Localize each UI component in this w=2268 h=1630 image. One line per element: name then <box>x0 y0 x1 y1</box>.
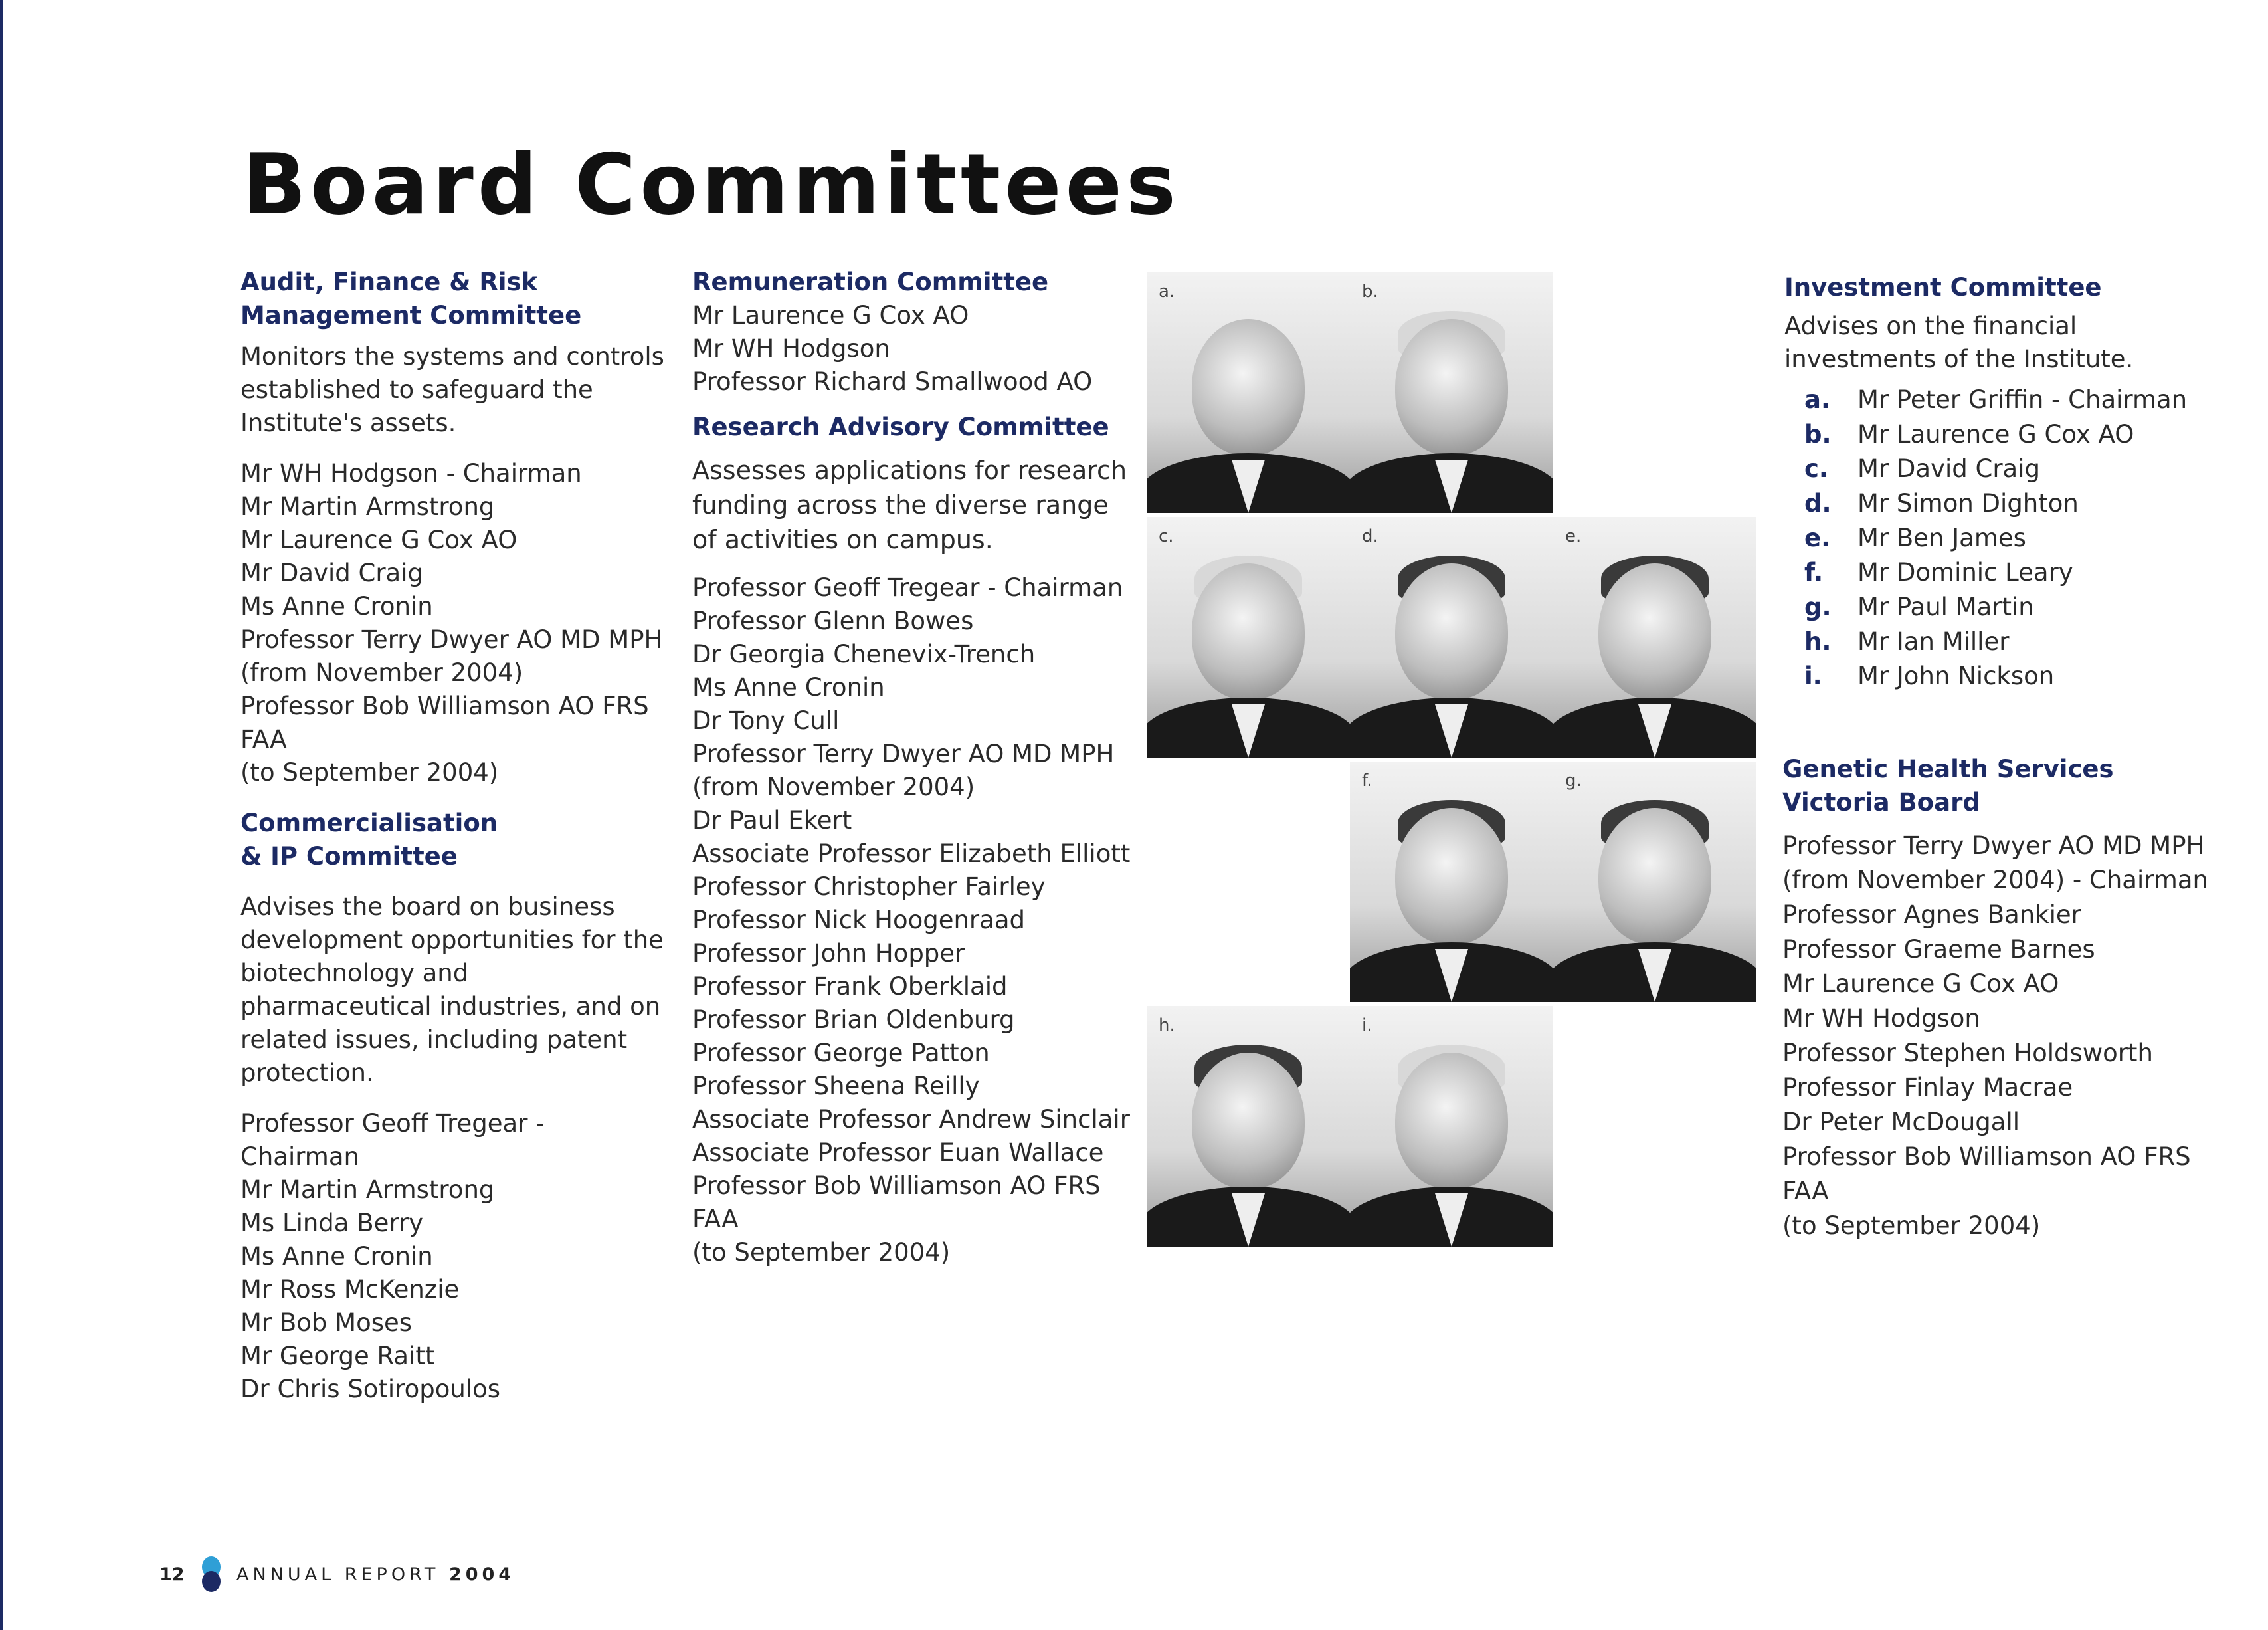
list-item: Professor Graeme Barnes <box>1782 935 2095 964</box>
list-item: Ms Anne Cronin <box>240 1242 433 1271</box>
list-item: Mr David Craig <box>240 559 423 587</box>
list-item: (to September 2004) <box>1782 1211 2041 1240</box>
portrait-photo <box>1350 762 1553 1002</box>
photo-label: f. <box>1362 771 1372 791</box>
member-name: Mr David Craig <box>1857 455 2040 483</box>
list-item <box>1784 486 2216 521</box>
list-item: Ms Anne Cronin <box>692 673 885 702</box>
list-item <box>1784 383 2216 417</box>
list-item: Mr Laurence G Cox AO <box>240 526 518 554</box>
member-name: Mr Peter Griffin - Chairman <box>1857 385 2188 414</box>
research-committee-members <box>692 571 1131 1269</box>
list-item: Professor Stephen Holdsworth <box>1782 1039 2153 1067</box>
member-letter: a. <box>1804 385 1831 414</box>
photo-label: a. <box>1159 282 1175 302</box>
column-2 <box>692 266 1131 1269</box>
list-item: Professor Nick Hoogenraad <box>692 906 1025 934</box>
portrait-photo <box>1350 1006 1553 1247</box>
research-committee-heading: Research Advisory Committee <box>692 413 1109 441</box>
list-item: Dr Peter McDougall <box>1782 1108 2020 1136</box>
list-item: (from November 2004) <box>240 659 523 687</box>
list-item: Professor Bob Williamson AO FRS FAA <box>1782 1142 2191 1205</box>
member-name: Mr Paul Martin <box>1857 593 2034 621</box>
list-item: Mr Ross McKenzie <box>240 1275 460 1304</box>
list-item: Professor Bob Williamson AO FRS FAA <box>692 1172 1101 1233</box>
list-item: Dr Paul Ekert <box>692 806 852 835</box>
list-item: (to September 2004) <box>240 758 499 787</box>
column-1 <box>240 266 666 1406</box>
list-item: Professor Geoff Tregear - Chairman <box>240 1109 545 1171</box>
heading-line: Commercialisation <box>240 809 498 837</box>
photo-label: b. <box>1362 282 1378 302</box>
list-item: Professor Geoff Tregear - Chairman <box>692 573 1123 602</box>
portrait-photo <box>1553 517 1756 758</box>
list-item <box>1784 452 2216 486</box>
report-label-text: ANNUAL REPORT <box>236 1564 440 1585</box>
list-item: Ms Anne Cronin <box>240 592 433 621</box>
commercialisation-committee-description: Advises the board on business development opportunities for the biotechnology and pharmaceutical industries, and on related issues, including patent protection. <box>240 892 664 1087</box>
list-item: Professor Terry Dwyer AO MD MPH <box>1782 831 2205 860</box>
investment-committee-heading: Investment Committee <box>1784 273 2102 302</box>
member-letter: e. <box>1804 524 1831 552</box>
research-committee-description: Assesses applications for research funding across the diverse range of activities on campus. <box>692 456 1127 554</box>
list-item: Ms Linda Berry <box>240 1209 424 1237</box>
list-item: Mr Martin Armstrong <box>240 1175 495 1204</box>
photo-label: c. <box>1159 526 1174 546</box>
investment-committee-members <box>1784 383 2216 694</box>
list-item: Mr Martin Armstrong <box>240 492 495 521</box>
member-letter: f. <box>1804 558 1824 587</box>
portrait-photo <box>1147 1006 1350 1247</box>
list-item: Dr Chris Sotiropoulos <box>240 1375 500 1403</box>
annual-report-label <box>236 1564 515 1585</box>
portrait-photo <box>1350 517 1553 758</box>
list-item <box>1784 521 2216 556</box>
member-name: Mr Dominic Leary <box>1857 558 2073 587</box>
remuneration-committee-members <box>692 299 1131 399</box>
institute-logo-icon <box>197 1555 226 1593</box>
list-item: Professor Sheena Reilly <box>692 1072 980 1100</box>
member-name: Mr John Nickson <box>1857 662 2055 690</box>
list-item: Professor Terry Dwyer AO MD MPH <box>240 625 663 654</box>
member-name: Mr Simon Dighton <box>1857 489 2079 518</box>
genetic-health-board-members <box>1782 829 2234 1243</box>
portrait-photo <box>1350 272 1553 513</box>
list-item: (to September 2004) <box>692 1238 951 1267</box>
list-item: Dr Tony Cull <box>692 706 840 735</box>
investment-committee <box>1784 271 2216 694</box>
genetic-health-board <box>1782 753 2234 1243</box>
list-item <box>1784 417 2216 452</box>
list-item: Associate Professor Elizabeth Elliott <box>692 839 1131 868</box>
list-item: Mr Laurence G Cox AO <box>1782 969 2059 998</box>
page-number: 12 <box>159 1564 185 1585</box>
member-name: Mr Laurence G Cox AO <box>1857 420 2134 449</box>
list-item: Mr Bob Moses <box>240 1308 413 1337</box>
list-item: Mr WH Hodgson <box>692 334 890 363</box>
heading-line: & IP Committee <box>240 842 458 870</box>
member-name: Mr Ian Miller <box>1857 627 2010 656</box>
photo-label: g. <box>1565 771 1582 791</box>
audit-committee-members <box>240 457 666 789</box>
list-item: Professor Frank Oberklaid <box>692 972 1008 1001</box>
list-item: Professor George Patton <box>692 1039 990 1067</box>
list-item <box>1784 556 2216 590</box>
list-item: Professor Bob Williamson AO FRS FAA <box>240 692 649 754</box>
photo-label: d. <box>1362 526 1378 546</box>
list-item: Professor Richard Smallwood AO <box>692 367 1093 396</box>
photo-label: e. <box>1565 526 1582 546</box>
page-edge <box>0 0 3 1630</box>
remuneration-committee-heading: Remuneration Committee <box>692 268 1049 296</box>
list-item: Professor Glenn Bowes <box>692 607 974 635</box>
list-item: Mr Laurence G Cox AO <box>692 301 969 330</box>
list-item: Professor Terry Dwyer AO MD MPH <box>692 740 1115 768</box>
list-item: Professor John Hopper <box>692 939 965 968</box>
list-item: Professor Brian Oldenburg <box>692 1005 1015 1034</box>
list-item: Dr Georgia Chenevix-Trench <box>692 640 1036 668</box>
list-item: Mr George Raitt <box>240 1342 435 1370</box>
list-item: Associate Professor Andrew Sinclair <box>692 1105 1130 1134</box>
audit-committee-description: Monitors the systems and controls established to safeguard the Institute's assets. <box>240 342 664 437</box>
member-letter: h. <box>1804 627 1832 656</box>
audit-committee-heading: Audit, Finance & Risk Management Committee <box>240 268 582 330</box>
report-year: 2004 <box>448 1564 516 1585</box>
list-item: Professor Finlay Macrae <box>1782 1073 2073 1102</box>
portrait-photo <box>1147 272 1350 513</box>
member-letter: i. <box>1804 662 1822 690</box>
list-item: Mr WH Hodgson <box>1782 1004 1980 1033</box>
list-item: (from November 2004) - Chairman <box>1782 866 2208 894</box>
member-letter: d. <box>1804 489 1832 518</box>
list-item: Mr WH Hodgson - Chairman <box>240 459 582 488</box>
genetic-health-board-heading: Genetic Health Services Victoria Board <box>1782 755 2114 817</box>
member-letter: c. <box>1804 455 1828 483</box>
investment-committee-description: Advises on the financial investments of the Institute. <box>1784 312 2134 373</box>
list-item: Professor Agnes Bankier <box>1782 900 2081 929</box>
portrait-photo <box>1147 517 1350 758</box>
page-title: Board Committees <box>242 136 1181 233</box>
member-letter: g. <box>1804 593 1832 621</box>
commercialisation-committee-members <box>240 1107 666 1406</box>
list-item: (from November 2004) <box>692 773 975 801</box>
list-item <box>1784 625 2216 659</box>
member-letter: b. <box>1804 420 1832 449</box>
list-item: Professor Christopher Fairley <box>692 872 1046 901</box>
portrait-photo <box>1553 762 1756 1002</box>
commercialisation-committee-heading <box>240 807 666 873</box>
member-name: Mr Ben James <box>1857 524 2026 552</box>
photo-label: i. <box>1362 1015 1372 1035</box>
list-item: Associate Professor Euan Wallace <box>692 1138 1104 1167</box>
list-item <box>1784 590 2216 625</box>
photo-label: h. <box>1159 1015 1175 1035</box>
list-item <box>1784 659 2216 694</box>
